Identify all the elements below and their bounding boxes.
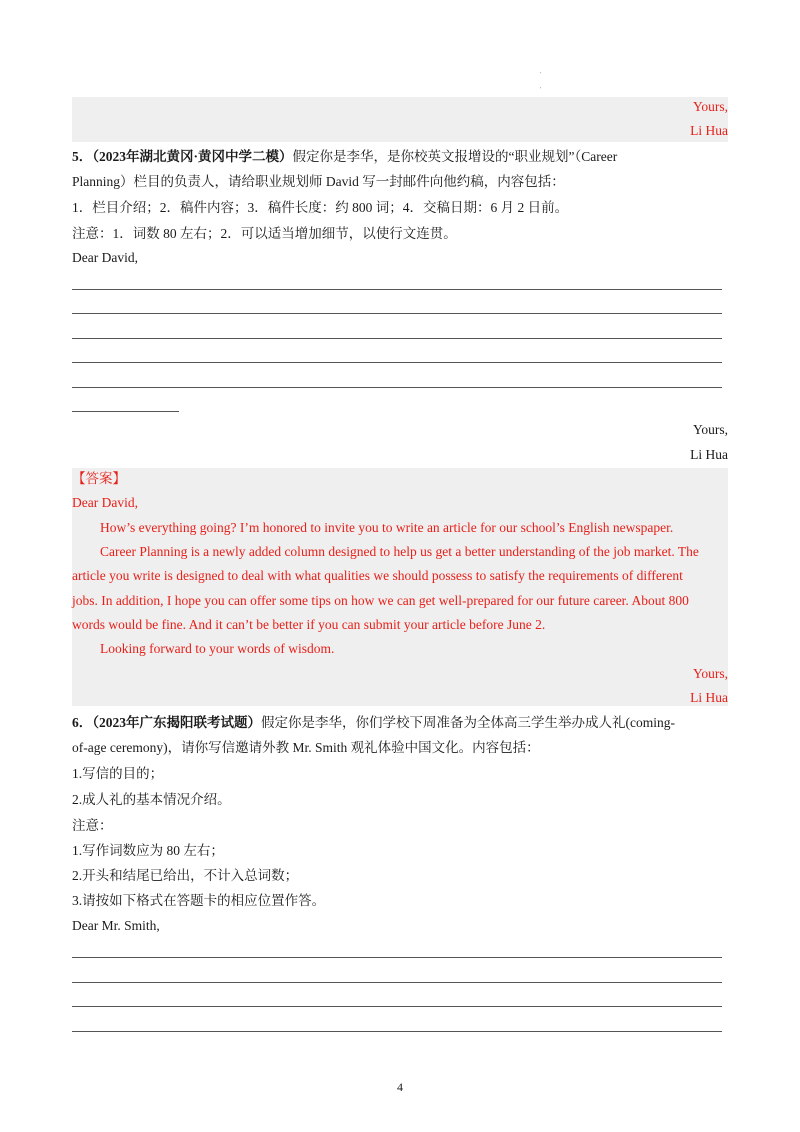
answer-line (72, 1031, 722, 1032)
answer-line (72, 982, 722, 983)
q6-prompt-line2: of-age ceremony)，请你写信邀请外教 Mr. Smith 观礼体验中国文化。内容包括： (72, 740, 540, 755)
q6-note-3: 3.请按如下格式在答题卡的相应位置作答。 (72, 893, 326, 908)
q5-name: Li Hua (690, 447, 728, 462)
answer-yours: Yours, (692, 666, 728, 681)
q6-number: 6． (72, 715, 93, 730)
answer-name: Li Hua (690, 690, 728, 705)
q6-item-2: 2.成人礼的基本情况介绍。 (72, 792, 231, 807)
answer-line (72, 957, 722, 958)
answer-greeting: Dear David, (72, 495, 138, 510)
scan-marks: ' ' (540, 72, 542, 93)
answer-line (72, 313, 722, 314)
answer-line (72, 362, 722, 363)
prev-yours: Yours, (692, 99, 728, 114)
q6-source: （2023年广东揭阳联考试题） (92, 715, 261, 730)
answer-line (72, 338, 722, 339)
prev-answer-shade (72, 97, 728, 142)
q6-prompt-line1: 6．（2023年广东揭阳联考试题）假定你是李华，你们学校下周准备为全体高三学生举办成人礼(coming- (72, 715, 675, 730)
prev-name: Li Hua (690, 123, 728, 138)
q5-yours: Yours, (692, 422, 728, 437)
q5-note: 注意：1．词数 80 左右；2．可以适当增加细节，以使行文连贯。 (72, 226, 457, 241)
answer-paragraph-2-line1: Career Planning is a newly added column designed to help us get a better understanding of the job market. The (100, 544, 699, 559)
q5-items: 1．栏目介绍；2．稿件内容；3．稿件长度：约 800 词；4．交稿日期：6 月 2 日前。 (72, 200, 569, 215)
q6-greeting: Dear Mr. Smith, (72, 918, 160, 933)
answer-paragraph-1: How’s everything going? I’m honored to invite you to write an article for our school’s English newspaper. (100, 520, 674, 535)
q5-prompt-line1: 5．（2023年湖北黄冈·黄冈中学二模）假定你是李华，是你校英文报增设的“职业规划”（Career (72, 149, 618, 164)
answer-line (72, 387, 722, 388)
answer-paragraph-3: Looking forward to your words of wisdom. (100, 641, 335, 656)
answer-line (72, 289, 722, 290)
answer-line (72, 1006, 722, 1007)
answer-paragraph-2-line3: jobs. In addition, I hope you can offer some tips on how we can get well-prepared for our future career. About 800 (72, 593, 689, 608)
q6-item-1: 1.写信的目的； (72, 766, 164, 781)
q5-prompt-line2: Planning）栏目的负责人，请给职业规划师 David 写一封邮件向他约稿，内容包括： (72, 174, 565, 189)
q5-number: 5． (72, 149, 93, 164)
answer-label: 【答案】 (72, 471, 126, 486)
answer-paragraph-2-line2: article you write is designed to deal with what qualities we should possess to satisfy the requirements of different (72, 568, 683, 583)
answer-paragraph-2-line4: words would be fine. And it can’t be better if you can submit your article before June 2. (72, 617, 546, 632)
q5-source: （2023年湖北黄冈·黄冈中学二模） (92, 149, 293, 164)
answer-line-short (72, 411, 179, 412)
q5-greeting: Dear David, (72, 250, 138, 265)
q6-note-2: 2.开头和结尾已给出，不计入总词数； (72, 868, 299, 883)
q6-note-1: 1.写作词数应为 80 左右； (72, 843, 224, 858)
page-number: 4 (397, 1080, 403, 1094)
q6-note-label: 注意： (72, 818, 113, 833)
